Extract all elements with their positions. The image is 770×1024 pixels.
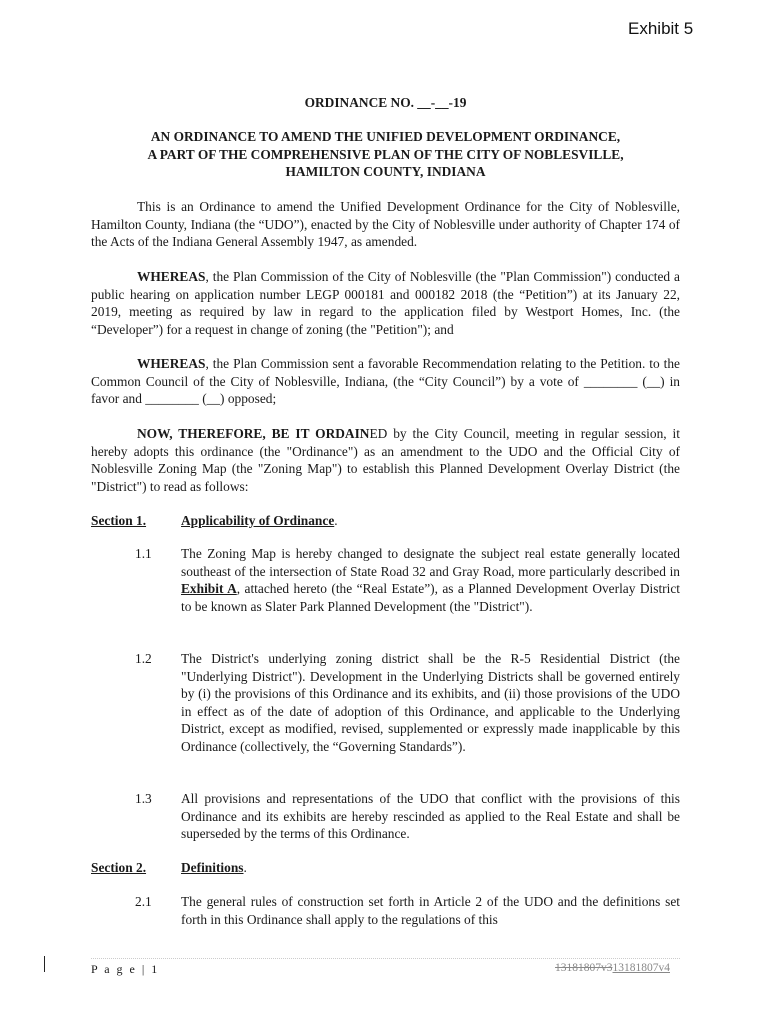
item-1-1-post: , attached hereto (the “Real Estate”), as a Planned Development Overlay District to be known as Slater Park Planned Development (the "District").	[181, 581, 681, 614]
item-1-3: All provisions and representations of the UDO that conflict with the provisions of this Ordinance and its exhibits are hereby rescinded as applied to the Real Estate and shall be superseded by the terms of this Ordinance.	[181, 791, 680, 842]
section-2-title-text: Definitions	[181, 860, 244, 875]
item-number-1-1: 1.1	[135, 546, 152, 561]
exhibit-label: Exhibit 5	[628, 19, 694, 38]
section-1-label: Section 1.	[91, 513, 147, 528]
item-number-2-1: 2.1	[135, 894, 152, 909]
therefore-paragraph	[91, 425, 680, 495]
footer-divider	[91, 958, 680, 959]
title-line-3: HAMILTON COUNTY, INDIANA	[285, 164, 486, 180]
change-bar	[44, 956, 45, 972]
section-1-title	[181, 512, 338, 530]
whereas-lead: WHEREAS	[137, 356, 206, 371]
section-1-title-suffix: .	[334, 513, 338, 528]
whereas-text: , the Plan Commission of the City of Noblesville (the "Plan Commission") conducted a public hearing on application number LEGP 000181 and 000182 2018 (the “Petition”) at its January 22, 2019, meeting as required by law in regard to the application filed by Westport Homes, Inc. (the “Developer”) for a request in change of zoning (the "Petition"); and	[91, 269, 680, 337]
exhibit-a-reference: Exhibit A	[181, 581, 237, 597]
item-1-2: The District's underlying zoning district shall be the R-5 Residential District (the "Underlying District"). Development in the Underlying Districts shall be governed entirely by (i) the provisions of this Ordinance and its exhibits, and (ii) those provisions of the UDO in effect as of the date of adoption of this Ordinance, and applicable to the Underlying District, except as modified, revised, supplemented or expressly made inapplicable by this Ordinance (collectively, the “Governing Standards”).	[181, 651, 680, 754]
document-id-new: 13181807v4	[612, 962, 670, 974]
page-number: P a g e | 1	[91, 962, 160, 976]
section-2-label: Section 2.	[91, 860, 147, 875]
whereas-text: , the Plan Commission sent a favorable Recommendation relating to the Petition. to the Common Council of the City of Noblesville, Indiana, (the “City Council”) by a vote of ________ (__) in favor and ________ (__) opposed;	[91, 356, 680, 407]
title-line-1: AN ORDINANCE TO AMEND THE UNIFIED DEVELOPMENT ORDINANCE,	[150, 129, 621, 144]
document-id-old: 13181807v3	[555, 962, 613, 974]
item-number-1-3: 1.3	[135, 791, 152, 806]
item-1-1-pre: The Zoning Map is hereby changed to designate the subject real estate generally located southeast of the intersection of State Road 32 and Gray Road, more particularly described in	[181, 546, 680, 579]
therefore-lead: NOW, THEREFORE, BE IT ORDAIN	[137, 426, 370, 441]
whereas-lead: WHEREAS	[137, 269, 206, 284]
ordinance-title	[91, 128, 680, 181]
whereas-paragraph-2	[91, 355, 680, 408]
document-id	[555, 962, 670, 974]
intro-paragraph: This is an Ordinance to amend the Unified Development Ordinance for the City of Noblesville, Hamilton County, Indiana (the “UDO”), enacted by the City of Noblesville under authority of Chapter 174 of the Acts of the Indiana General Assembly 1947, as amended.	[91, 199, 680, 250]
whereas-paragraph-1	[91, 268, 680, 338]
section-2-title-suffix: .	[243, 860, 247, 875]
section-2-title	[181, 859, 247, 877]
section-1-title-text: Applicability of Ordinance	[181, 513, 335, 528]
title-line-2: A PART OF THE COMPREHENSIVE PLAN OF THE CITY OF NOBLESVILLE,	[147, 146, 624, 162]
therefore-text: ED by the City Council, meeting in regular session, it hereby adopts this ordinance (the "Ordinance") as an amendment to the UDO and the Official City of Noblesville Zoning Map (the "Zoning Map") to establish this Planned Development Overlay District (the "District") to read as follows:	[91, 426, 680, 494]
item-1-1	[181, 545, 680, 615]
item-number-1-2: 1.2	[135, 651, 152, 666]
ordinance-number: ORDINANCE NO. __-__-19	[304, 95, 467, 110]
item-2-1: The general rules of construction set forth in Article 2 of the UDO and the definitions set forth in this Ordinance shall apply to the regulations of this	[181, 894, 680, 927]
